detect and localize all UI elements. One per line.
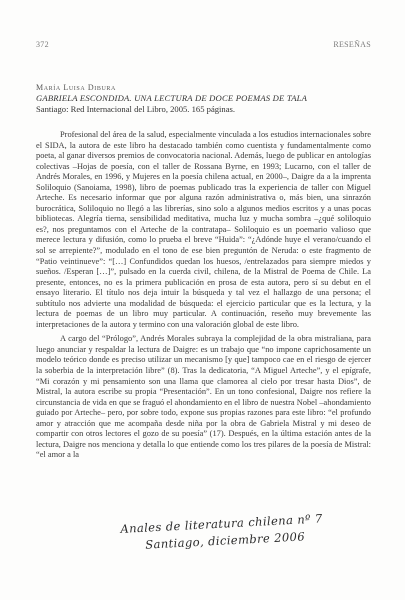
section-title: RESEÑAS <box>333 40 371 49</box>
handwritten-line: Santiago, diciembre 2006 <box>144 529 306 552</box>
reviewed-author: María Luisa Dibura <box>36 83 116 92</box>
review-body <box>36 130 371 465</box>
page-header <box>36 40 371 49</box>
handwritten-line: Anales de literatura chilena nº 7 <box>120 511 324 536</box>
paragraph: Profesional del área de la salud, especialmente vinculada a los estudios internacionales sobre el SIDA, la autora de este libro ha destacado también como cuentista y fundamentalmente como poeta, al ganar diversos premios de convocatoria nacional. Además, luego de publicar en antologías colectivas –Hojas de poesía, con el taller de Rossana Byrne, en 1993; Lucarno, con el taller de Andrés Morales, en 1996, y Mujeres en la poesía chilena actual, en 2000–, Daigre da a la imprenta Soliloquio (Sanoiama, 1998), libro de poemas publicado tras la experiencia de taller con Miguel Arteche. Es necesario informar que por alguna razón administrativa o, más bien, una sinrazón burocrática, Soliloquio no llegó a las librerías, sino solo a algunos medios escritos y a unas pocas bibliotecas. Alegría tierna, sensibilidad meditativa, mucha luz y mucha sombra –¿qué soliloquio es?, nos preguntamos con el Arteche de la contratapa– Soliloquio es un poemario valioso que merece lectura y difusión, como lo prueba el breve “Huida”: “¿Adónde huye el verano/cuando el sol se arrepiente?”, modulado en el tono de ese bien preguntón de Neruda: o este fragmento de “Patio veintinueve”: “[…] Confundidos quedan los huesos, /entrelazados para siempre miedos y sueños. /Esperan […]”, pulsado en la cuerda civil, chilena, de la Mistral de Poema de Chile. La presente, entonces, no es la primera publicación en prosa de esta autora, pero sí su debut en el ensayo literario. El título nos deja intuir la búsqueda y tal vez el hallazgo de una persona; el subtítulo nos advierte una modalidad de búsqueda: el ejercicio particular que es la lectura, y la lectura de poemas de un libro muy particular. A continuación, reseño muy brevemente las interpretaciones de la autora y termino con una valoración global de este libro. <box>36 130 371 329</box>
page-number: 372 <box>36 40 49 49</box>
handwritten-annotation <box>120 510 324 555</box>
publication-info: Santiago: Red Internacional del Libro, 2005. 165 páginas. <box>36 104 236 114</box>
book-title: GABRIELA ESCONDIDA. UNA LECTURA DE DOCE POEMAS DE TALA <box>36 93 308 103</box>
paragraph: A cargo del “Prólogo”, Andrés Morales subraya la complejidad de la obra mistraliana, para luego anunciar y respaldar la lectura de Daigre: es un trabajo que “no impone caprichosamente un modelo teórico donde es preciso utilizar un mecanismo [y que] tampoco cae en el riesgo de ejercer la soberbia de la interpretación libre” (8). Tras la dedicatoria, “A Miguel Arteche”, y el epígrafe, “Mi corazón y mi pensamiento son una llama que clamorea al cielo por tresar hasta Dios”, de Mistral, la autora escribe su propia “Presentación”. En un tono confesional, Daigre nos refiere la circunstancia de vida en que se fraguó el ahondamiento en el libro de nuestra Nobel –ahondamiento guiado por Arteche– pero, por sobre todo, expone sus propias razones para este libro: “el profundo amor y atracción que me acompaña desde niña por la obra de Gabriela Mistral y mi deseo de compartir con otros lectores el gozo de su poesía” (17). Después, en la última estación antes de la lectura, Daigre nos menciona y detalla lo que entiende como los tres pilares de la poesía de Mistral: “el amor a la <box>36 334 371 460</box>
book-reference <box>36 82 371 115</box>
